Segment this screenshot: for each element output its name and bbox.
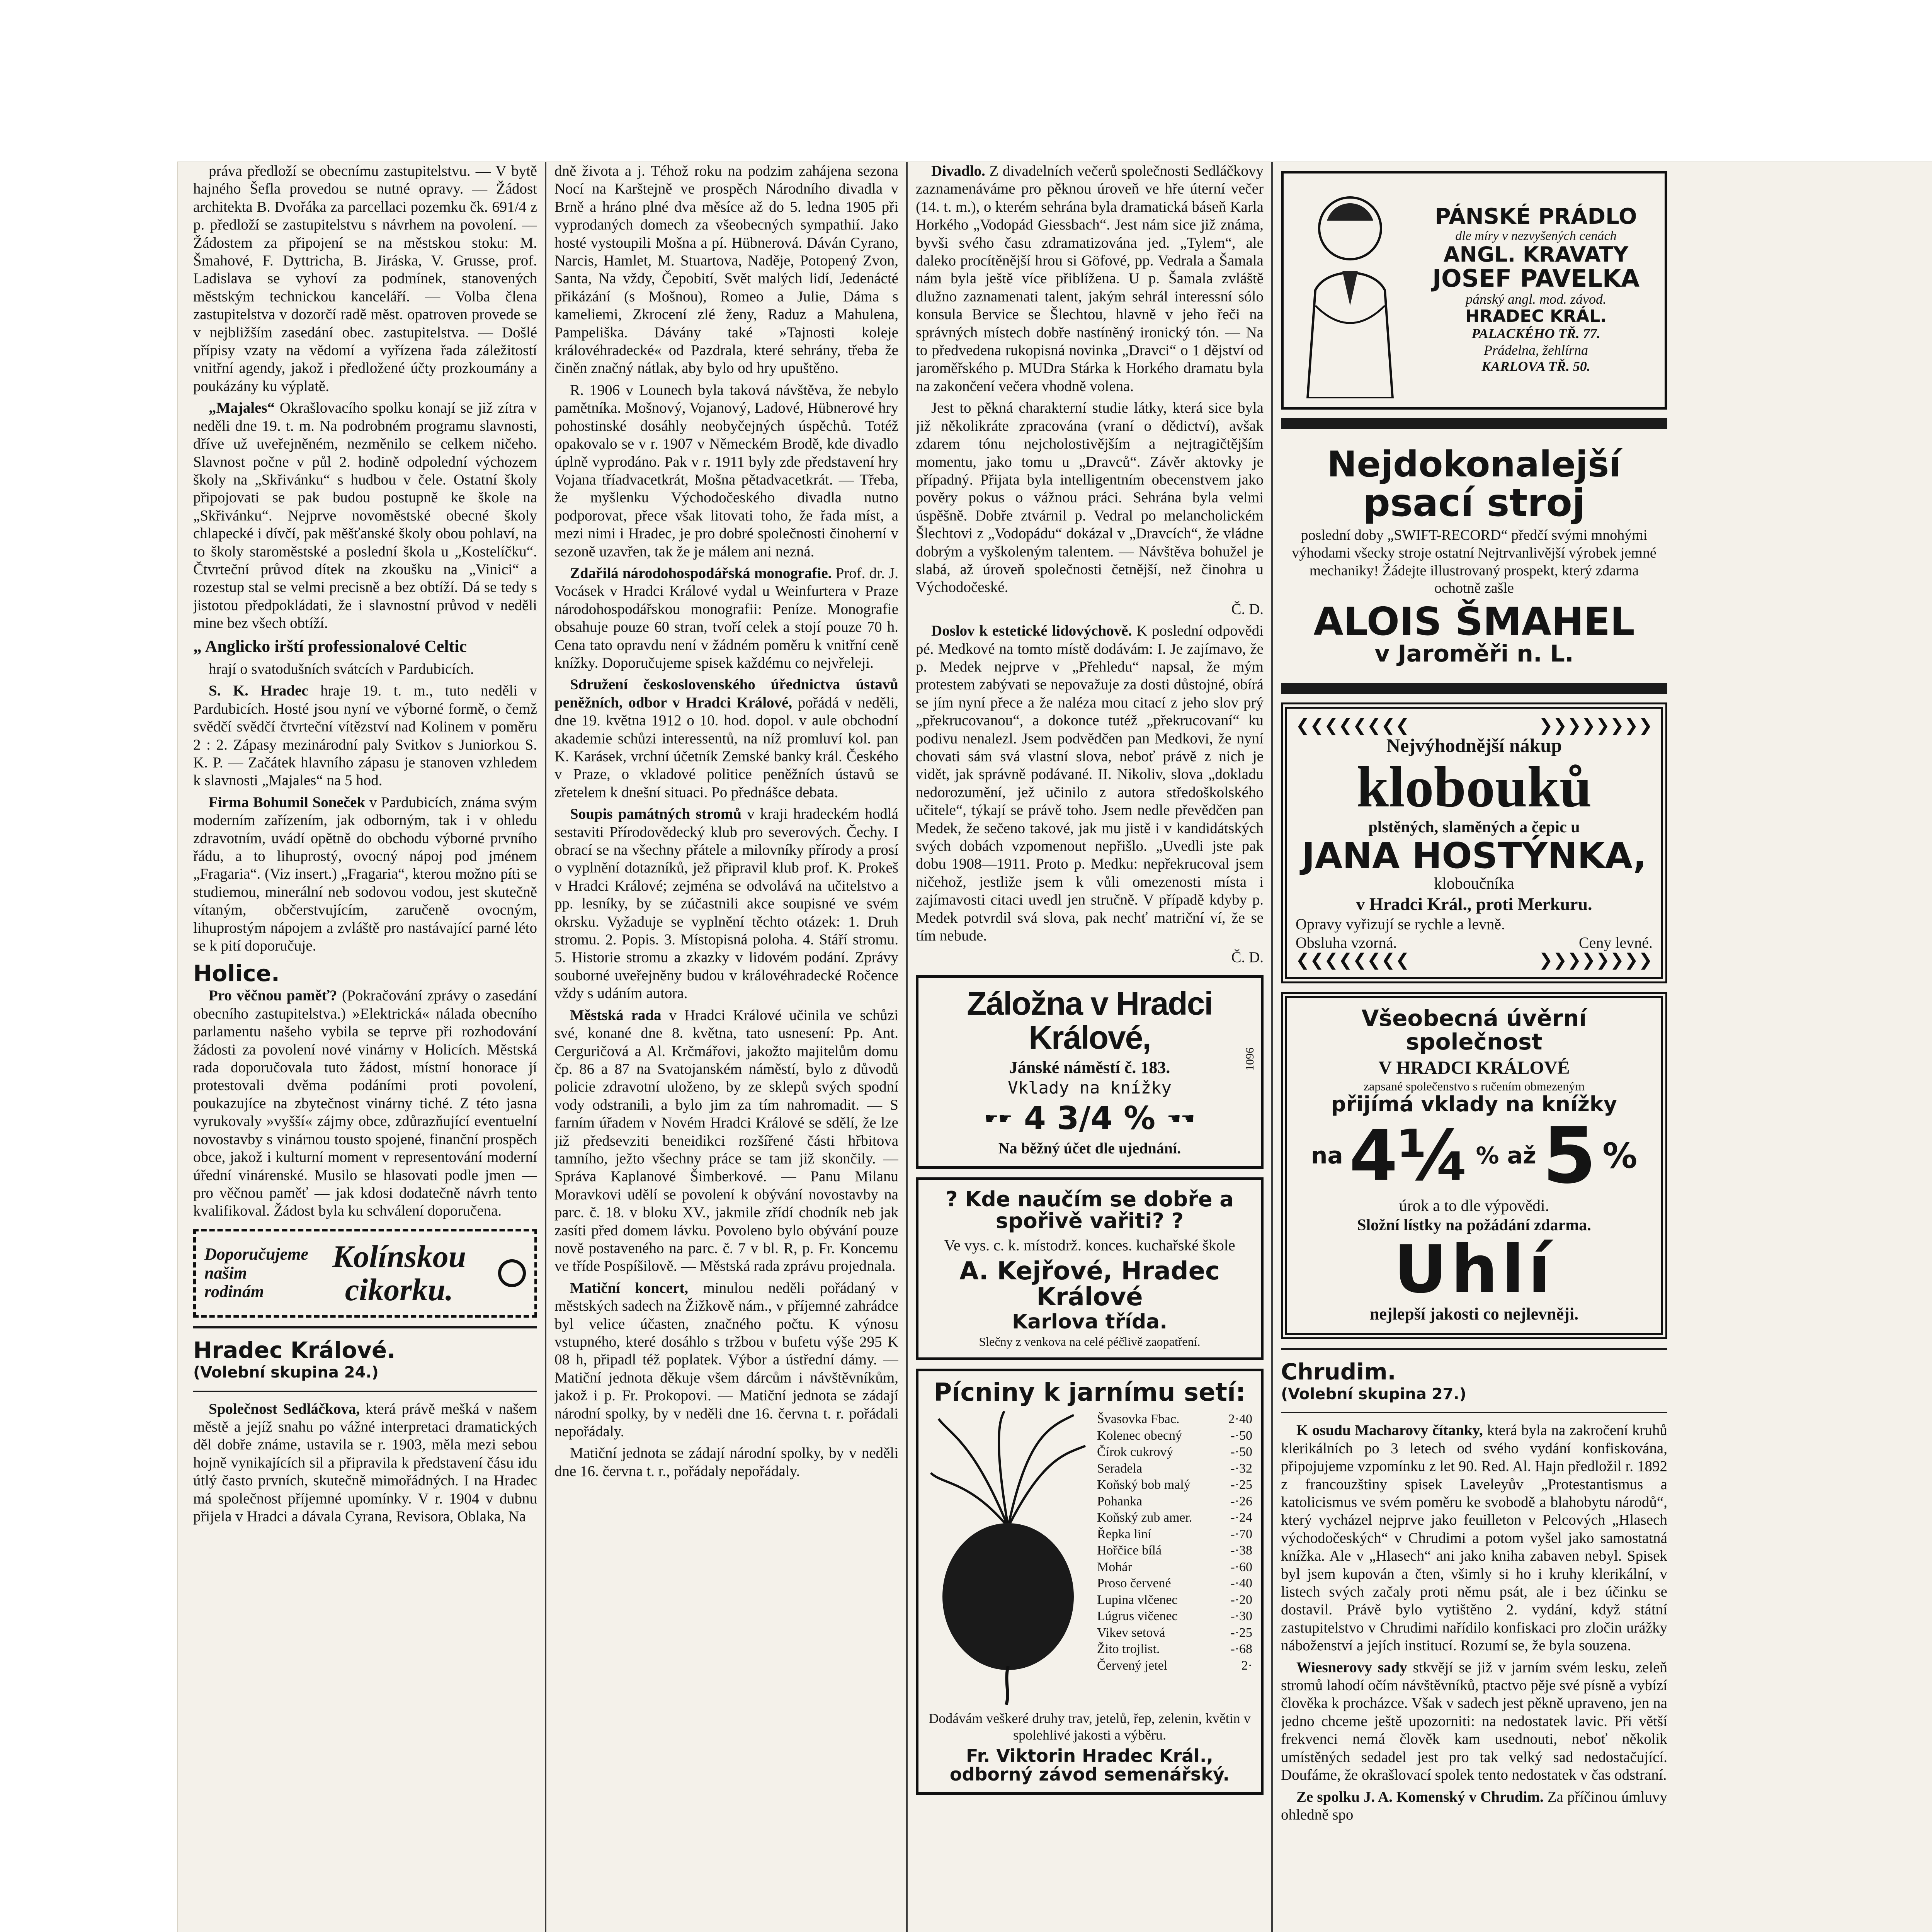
ad-smahel-l2: psací stroj [1363,481,1585,525]
ornament-border: ❮❮❮❮❮❮❮❮ ❯❯❯❯❯❯❯❯ [1296,951,1653,970]
price-item-name: Čírok cukrový [1097,1445,1173,1459]
ad-zalozna-sub: Vklady na knížky [1008,1078,1172,1098]
price-item-name: Pohanka [1097,1494,1143,1509]
article-body: která právě mešká v našem městě a jejíž snahu po vážné interpretaci dramatických děl dobře známe, ustavila se r. 1903, měla mezi sebou hojně vynikajících sil a připravila k představení čásu idu útlý často prvních, skutečně mimořádných. I na Hradec má společnost příjemné upomínky. V r. 1904 v dubnu přijela v Hradci a dávala Cyrana, Revisora, Oblaka, Na [193,1400,537,1525]
article-headline: Wiesnerovy sady [1296,1659,1407,1676]
article-text [554,1279,898,1441]
ad-uverni-l8: Uhlí [1394,1231,1554,1308]
column-2 [554,162,898,1932]
article-body: Z divadelních večerů společnosti Sedláčkovy zaznamenáváme pro pěknou úroveň ve hře úterní večer (14. t. m.), o kterém sehrána byla dramatická báseň Karla Horkého „Vodopád Giessbach“. Jest nám sice již známa, byvši svého času zdramatizována jed. „Tylem“, ale daleko procítěnější hrou si Göfové, pp. Vedrala a Šamala nám byla ještě více přiblížena. U p. Šamala zvláště dlužno zaznamenati talent, jakým sehrál interessní sólo konsula Bervice se Šlechtou, hlavně v jeho řeči na správných místech dobře nastíněný ironický tón. — Na to předvedena rukopisná novinka „Dravci“ o 1 dějství od jaroměřského p. MUDra Stárka k Horkého dramatu byla na zakončení večera vhodně volena. [916,163,1264,395]
section-title-holice: Holice. [193,960,280,987]
article-text: práva předloží se obecnímu zastupitelstvu. — V bytě hajného Šefla provedou se nutné opravy. — Žádost architekta B. Dvořáka za parcellaci pozemku čk. 691/4 z p. předloží se zastupitelstvu s návrhem na povolení. — Žádostem za připojení se na městskou stoku: M. Šmahové, F. Dyttricha, B. Jiráska, V. Grusse, prof. Ladislava se vyhoví za podmínek, stanovených městským technickou kanceláří. — Volba člena zastupitelstva v dozorčí radě měst. opatroven provede se v nejbližším zasedání obec. zastupitelstva. — Došlé přípisy vzaty na vědomí a vyřízena řada záležitostí vnitřní agendy, jakož i předložené účty prozkoumány a poukázány ku výplatě. [193,163,537,395]
ad-smahel-l1: Nejdokonalejší [1327,444,1621,485]
ad-kejrova-foot: Slečny z venkova na celé péčlivě zaopatření. [979,1334,1201,1349]
ad-kejrova-street: Karlova třída. [1012,1310,1168,1333]
ad-uverni [1281,992,1667,1339]
price-item-name: Mohár [1097,1560,1132,1574]
ad-zalozna-rate-row [927,1102,1252,1135]
ornament-border: ❮❮❮❮❮❮❮❮ ❯❯❯❯❯❯❯❯ [1296,716,1653,735]
column-3 [916,162,1264,1932]
article-body: v Pardubicích, známa svým moderním zařízením, jak odborným, tak i v ohledu zdravotním, uvádí opětně do obchodu výborné prvního řádu, a to lihuprostý, ovocný nápoj pod jménem „Fragaria“. (Viz insert.) „Fragaria“, kterou možno píti se studiemou, minerální neb sodovou vodou, jest skutečně vítaným, občerstvujícím, zaručeně ovocným, lihuprostým nápojem a zvláště pro nastávající parné léto se k pití doporučuje. [193,794,537,954]
price-row [1097,1592,1252,1609]
article-body: Za příčinou úmluvy ohledně spo [1281,1788,1667,1823]
ad-zalozna-rate: 4 3/4 % [1024,1100,1156,1137]
section-subtitle: (Volební skupina 24.) [193,1363,379,1381]
price-row [1097,1641,1252,1658]
ad-hostynek-l3: plstěných, slaměných a čepic u [1368,818,1580,836]
price-item-value: -·50 [1230,1428,1252,1443]
divider [1281,1348,1667,1350]
article-body: stkvějí se již v jarním svém lesku, zeleň stromů lahodí očím návštěvníků, ptactvo pěje své písně a vybízí člověka k procházce. Však v sadech jest pěkně upraveno, jen na jedno chceme ještě upozorniti: na nedostatek lavic. Při větší frekvenci nemá člověk kam usednouti, neboť několik umístěných sedadel jest pro tak velký sad nedostačující. Doufáme, že okrašlovací spolek tento nedostatek v čas odstraní. [1281,1659,1667,1784]
ad-pavelka-l5: pánský angl. mod. závod. [1466,291,1606,307]
article-text [193,399,537,632]
ad-hostynek-l7: Opravy vyřizují se rychle a levně. [1296,915,1505,933]
ad-seeds-title: Pícniny k jarnímu setí: [934,1378,1246,1407]
ad-seeds [916,1369,1264,1795]
article-text [554,1007,898,1276]
ad-pavelka-l3: ANGL. KRAVATY [1443,242,1629,267]
section-title-chrudim: Chrudim. [1281,1358,1396,1385]
ad-pavelka-l6: HRADEC KRÁL. [1465,306,1607,326]
ad-zalozna-foot: Na běžný účet dle ujednání. [998,1139,1181,1157]
column-rule [545,162,546,1932]
price-item-value: -·20 [1230,1592,1252,1607]
price-item-value: -·40 [1230,1576,1252,1591]
ad-hostynek-l5: kloboučníka [1434,875,1514,893]
ad-pavelka-l1: PÁNSKÉ PRÁDLO [1435,204,1637,229]
divider [1281,1412,1667,1413]
price-row [1097,1625,1252,1641]
price-item-value: -·24 [1230,1510,1252,1525]
article-headline: Doslov k estetické lidovýchově. [931,622,1132,639]
ad-uverni-l2: V HRADCI KRÁLOVÉ [1378,1058,1570,1078]
price-item-name: Žito trojlist. [1097,1642,1160,1656]
man-portrait-illustration [1292,182,1408,398]
price-row [1097,1461,1252,1477]
article-body: která byla na zakročení kruhů klerikálních po 3 letech od svého vydání konfiskována, připojujeme vzpomínku z let 90. Red. Al. Hajn předložil r. 1892 z francouzštiny spisek Laveleyův „Protestantismus a katolicismus ve svém poměru ke svobodě a blahobytu národů“, který vycházel nejprve jako feuilleton v Pelcových „Hlasech východočeských“ v Chrudimi a potom vyšel jako samostatná knížka. Ale v „Hlasech“ ani jako kniha zabaven nebyl. Spisek byl jsem kupován a čten, všimly si ho i kruhy klerikální, v listech svých začaly proti němu psát, ale i bez účinku se dostavil. Právě bylo vytištěno 2. vydání, když státní zastupitelstvo v Chrudimi nařídilo konfiskaci pro zločin urážky náboženství a jejích institucí. Rozumí se, že byla souzena. [1281,1422,1667,1654]
ad-hostynek-l4: JANA HOSTÝNKA, [1301,835,1647,876]
article-headline: K osudu Macharovy čítanky, [1296,1422,1483,1439]
ad-kejrova-school: Ve vys. c. k. místodrž. konces. kuchařské škole [944,1236,1235,1254]
price-row [1097,1575,1252,1592]
beet-illustration [927,1411,1089,1705]
column-4 [1281,162,1667,1932]
article-text [193,682,537,789]
article-headline: Divadlo. [931,163,985,179]
price-item-value: -·26 [1230,1494,1252,1509]
article-headline: Matiční koncert, [570,1279,689,1296]
article-headline: Zdařilá národohospodářská monografie. [570,565,832,582]
article-text: hrají o svatodušních svátcích v Pardubicích. [209,660,474,677]
ad-chicory-right: Kolínskou cikorku. [332,1238,466,1307]
divider [1281,418,1667,429]
article-headline: Soupis památných stromů [570,806,742,823]
newspaper-page [178,162,1932,1932]
price-item-name: Lupina vlčenec [1097,1592,1178,1607]
price-item-name: Koňský zub amer. [1097,1510,1192,1525]
column-rule [1271,162,1273,1932]
price-row [1097,1543,1252,1559]
article-text [193,794,537,955]
article-text [1281,1422,1667,1655]
article-body: (Pokračování zprávy o zasedání obecního zastupitelstva.) »Elektrická« nálada obecního parlamentu našeho vybila se teprve při rozhodování žádosti za povolení nové vinárny v Holicích. Městská rada doporučovala tuto žádost, místní honorace jí protestovali dvěma podáními proti povolení, poukazujíce na zbytečnost vinárny tiché. Z této jasna vyrukovaly »vyšší« zájmy obce, zdůrazňující eventuelní novostavby s vinárnou tousto spojené, finanční prospěch obce, jakož i kulturní moment v representování moderní úřední vinárenské. Musilo se hlasovati podle jmen — pro věčnou paměť — jak kdosi dodatečně návrh tento kvalifikoval. Žádost byla ku schválení doporučena. [193,987,537,1219]
ad-chicory [193,1229,537,1318]
price-item-value: -·70 [1230,1527,1252,1541]
article-headline: Sdružení československého úřednictva ústavů peněžních, odbor v Hradci Králové, [554,676,898,711]
ad-pavelka-l8: Prádelna, žehlírna [1484,342,1588,358]
price-item-value: -·25 [1230,1478,1252,1492]
ad-pavelka-text [1416,206,1656,375]
article-text [1281,1788,1667,1824]
price-row [1097,1526,1252,1543]
ad-chicory-left: Doporučujeme našim rodinám [204,1245,308,1301]
ad-seeds-foot2: Fr. Viktorin Hradec Král., odborný závod semenářský. [949,1745,1230,1785]
article-text: dně života a j. Téhož roku na podzim zahájena sezona Nocí na Karštejně ve prospěch Národního divadla v Brně a hráno plné dva měsíce až do 5. ledna 1905 při vyprodaných domech za všeobecných sympathií. Jako hosté vystoupili Mošna a pí. Hübnerová. Dáván Cyrano, Narcis, Hamlet, M. Stuartova, Naděje, Potopený Zvon, Santa, Na vždy, Čepobití, Svět malých lidí, Jedenácté přikázání (s Mošnou), Romeo a Julie, Dáma s kameliemi, Zkrocení zlé ženy, Raduz a Mahulena, Pampeliška. Dávány také »Tajnosti koleje královéhradecké« od Pazdrala, které sehrány, třeba že činěn značný nátlak, aby bylo od hry upuštěno. [554,163,898,377]
article-body: Prof. dr. J. Vocásek v Hradci Králové vydal u Weinfurtera v Praze národohospodářskou monografii: Peníze. Monografie obsahuje pouze 60 stran, tvoří celek a stojí pouze 70 h. Cena tato opravdu není v žádném poměru k vnitřní ceně knížky. Doporučujeme spisek každému co nejvřeleji. [554,565,898,671]
price-item-value: -·50 [1230,1445,1252,1459]
ad-uverni-l7: Složní lístky na požádání zdarma. [1357,1216,1591,1234]
circle-bullet-icon [498,1259,526,1287]
ad-uverni-l5e: % [1602,1135,1638,1176]
price-row [1097,1411,1252,1428]
article-headline: Firma Bohumil Soneček [209,794,366,811]
ad-hostynek-foot2 [1296,934,1653,952]
ad-uverni-l1: Všeobecná úvěrní společnost [1361,1005,1587,1055]
article-text: Matiční jednota se zádají národní spolky, by v neděli dne 16. června t. r., pořádaly nepořádaly. [554,1445,898,1480]
price-row [1097,1559,1252,1576]
article-body: v kraji hradeckém hodlá sestaviti Přírodovědecký klub pro severových. Čechy. I obrací se na všechny přátele a milovníky přírody a prosí o vyplnění dotazníků, jež připravil klub prof. K. Prokeš v Hradci Králové; zejména se odvolává na učitelstvo a pp. lesníky, by se zúčastnili akce soupisné ve svém okrsku. Vyžaduje se vyplnění těchto otázek: 1. Druh stromu. 2. Popis. 3. Místopisná poloha. 4. Stáří stromu. 5. Historie stromu a zkazky v lidovém podání. Zprávy souborné uveřejněny budou v královéhradecké Ročence vždy s udáním autora. [554,806,898,1002]
article-headline: S. K. Hradec [209,682,308,699]
ad-uverni-l6: úrok a to dle výpovědi. [1399,1197,1549,1215]
price-item-name: Kolenec obecný [1097,1428,1182,1443]
article-text [1281,1659,1667,1784]
column-rule [906,162,908,1932]
price-item-name: Seradela [1097,1461,1143,1476]
price-item-name: Proso červené [1097,1576,1171,1591]
ad-uverni-l5c: % až [1476,1142,1536,1170]
ad-hostynek-l8: Obsluha vzorná. [1296,934,1397,951]
arrow-right-icon: ☛☛ [985,1110,1012,1128]
article-headline: Městská rada [570,1007,662,1024]
article-text: Jest to pěkná charakterní studie látky, která sice byla již několikráte zpracována (vraní o dědictví), avšak zdarem tónu nejcholostivějším a nejtragičtějším momentu, jako tomu u „Dravců“. Závěr aktovky je případný. Přijata byla intelligentním obecenstvem jako pověry pokus o vážnou práci. Sehrána byla velmi úspěšně. Dobře ztvárnil p. Vedral po melancholickém Šlechtovi z „Vodopádu“ dokázal v „Dravcích“, že vládne dobrým a vyškoleným talentem. — Návštěva bohužel je slabá, až úroveň společnosti četnější, než činohra u Východočeské. [916,400,1264,596]
ad-seeds-body [927,1411,1252,1705]
price-item-value: -·32 [1230,1461,1252,1476]
ad-smahel [1281,437,1667,675]
column-1 [193,162,537,1932]
ad-zalozna-number: 1096 [1243,1047,1257,1071]
signature: Č. D. [1231,600,1264,617]
price-item-value: -·30 [1230,1609,1252,1624]
price-item-value: -·68 [1230,1642,1252,1656]
article-headline: „ Anglicko irští professionalové Celtic [193,636,467,656]
ad-uverni-l4: přijímá vklady na knížky [1331,1092,1617,1117]
article-text [916,162,1264,395]
ad-hostynek-l6: v Hradci Král., proti Merkuru. [1356,894,1592,914]
ad-pavelka [1281,171,1667,410]
section-subtitle: (Volební skupina 27.) [1281,1385,1466,1403]
divider [1281,683,1667,694]
article-text: R. 1906 v Lounech byla taková návštěva, že nebylo pamětníka. Mošnový, Vojanový, Ladové, Hübnerové hry pohostinské dosáhly neobyčejných úspěchů. Totéž opakovalo se v r. 1907 v Německém Brodě, kde divadlo úplně vyprodáno. Pak v r. 1911 byly zde představení hry Vojana tříadvacetkrát, Mošna pětadvacetkrát. — Třeba, že myšlenku Východočeského divadla nutno podporovat, přece však litovati toho, že řada míst, a mezi nimi i Hradec, je pro dobré společnosti činoherní v sezoně uzavřen, tak že je málem ani nezná. [554,381,898,560]
price-item-value: -·60 [1230,1560,1252,1574]
ad-smahel-l5: v Jaroměři n. L. [1374,640,1574,667]
ad-hostynek-l2: klobouků [1356,755,1592,820]
article-text [916,622,1264,945]
article-text [193,987,537,1220]
article-headline: Pro věčnou paměť? [209,987,337,1004]
ad-smahel-l3: poslední doby „SWIFT-RECORD“ předčí svými mnohými výhodami všecky stroje ostatní Nejtrvanlivější výrobek jemné mechaniky! Žádejte illustrovaný prospekt, který zdarma ochotně zašle [1292,527,1656,597]
price-item-value: 2· [1241,1658,1252,1673]
ad-kejrova-name: A. Kejřové, Hradec Králové [959,1257,1220,1311]
price-row [1097,1658,1252,1674]
price-item-name: Hořčice bílá [1097,1543,1162,1558]
ad-uverni-l5a: na [1311,1142,1343,1170]
ad-uverni-l9: nejlepší jakosti co nejlevněji. [1369,1304,1579,1324]
ad-hostynek-foot [1296,915,1653,934]
ad-zalozna [916,975,1264,1169]
article-text [193,1400,537,1526]
article-headline: „Majales“ [209,400,275,417]
price-row [1097,1608,1252,1625]
price-item-value: -·25 [1230,1625,1252,1640]
ad-zalozna-title: Záložna v Hradci Králové, [967,985,1213,1056]
ad-kejrova-question: ? Kde naučím se dobře a spořivě vařiti? ? [946,1187,1234,1233]
ad-hostynek [1281,702,1667,983]
article-body: pořádá v neděli, dne 19. května 1912 o 10. hod. dopol. v aule obchodní akademie schůzi interessentů, na níž promluví kol. pan K. Karásek, vrchní účetník Zemské banky král. Českého v Praze, o vkladové politice peněžních ústavů se zřetelem k dnešní situaci. Po přednášce debata. [554,694,898,801]
ad-hostynek-l9: Ceny levné. [1578,934,1653,951]
price-item-name: Vikev setová [1097,1625,1165,1640]
divider [193,1391,537,1392]
price-item-name: Koňský bob malý [1097,1478,1190,1492]
price-row [1097,1493,1252,1510]
ad-pavelka-l4: JOSEF PAVELKA [1432,264,1640,293]
ad-zalozna-address: Jánské náměstí č. 183. [1009,1058,1170,1077]
ad-uverni-l5d: 5 [1542,1111,1597,1201]
ad-pavelka-l9: KARLOVA TŘ. 50. [1481,359,1590,374]
ad-uverni-l3: zapsané společenstvo s ručením obmezeným [1363,1079,1585,1094]
ad-uverni-rate-row [1296,1111,1653,1201]
price-row [1097,1477,1252,1493]
article-headline: Společnost Sedláčkova, [209,1400,360,1417]
arrow-left-icon: ☚☚ [1167,1110,1195,1128]
article-headline: Ze spolku J. A. Komenský v Chrudim. [1296,1788,1544,1805]
price-item-name: Řepka liní [1097,1527,1151,1541]
ad-smahel-l4: ALOIS ŠMAHEL [1313,599,1635,644]
price-row [1097,1510,1252,1526]
ad-uverni-l5b: 4¼ [1349,1116,1470,1197]
article-body: hraje 19. t. m., tuto neděli v Pardubicích. Hosté jsou nyní ve výborné formě, o čemž svědčí svědčí čtvrteční vítězství nad Kolinem v poměru 2 : 2. Zápasy mezinárodní paly Svitkov s Juniorkou S. K. P. — Začátek hlavního zápasu je stanoven vzhledem k slavnosti „Majales“ na 5 hod. [193,682,537,789]
ad-pavelka-l2: dle míry v nezvyšených cenách [1455,228,1617,243]
article-body: K poslední odpovědi pé. Medkové na tomto místě dodávám: I. Je zajímavo, že p. Medek nejprve v „Přehledu“ napsal, že mým protestem zabývati se nepovažuje za dosti důstojné, obírá se jím nyní přece a že naléza mou citací z jeho slov prý „překrucovanou“, a dokonce tutéž „překrucovaní“ ku podivu nenalezl. Jsem podvědčen pan Medkovi, že nyní chovati sám svá vlastní slova, neboť právě z nich je vidět, jak správně podávané. II. Nikoliv, slova „dokladu nedorozumění, jež učinilo z autora středoškolského učitele“, týkají se právě toho. Jsem nedle převědčen pan Medek, že sečeno takové, jak mu jistě i v kandidátských svých dobách vzpomenout nepřišlo. „Uvedli jste pak dobu 1908—1911. Proto p. Medku: nepřekrucoval jsem ničehož, jestliže jsem k vůli omezenosti místa i zajímavosti citaci uvedl jen stručně. V případě kdyby p. Medek potvrdil svá slova, pak nechť matriční ví, že se tím nebude. [916,622,1264,944]
price-item-value: -·38 [1230,1543,1252,1558]
price-row [1097,1428,1252,1444]
price-item-value: 2·40 [1228,1412,1252,1427]
price-item-name: Lúgrus vičenec [1097,1609,1178,1624]
ad-pavelka-l7: PALACKÉHO TŘ. 77. [1471,325,1600,341]
article-body: v Hradci Králové učinila ve schůzi své, konané dne 8. května, tato usnesení: Pp. Ant. Cerguričová a Al. Krčmářovi, jakožto majitelům domu čp. 86 a 87 na Svatojanském náměstí, bylo z důvodů policie zdravotní uloženo, by ze sklepů svých spodní vody odstranili, a bylo jim za tím nahromadit. — S farním úřadem v Novém Hradci Králové se sdělí, že lze již předsevziti beneidikci rozšířené části hřbitova tamního, ježto všechny práce se tam již skončily. — Správa Kaplanové Šimberkové. — Panu Milanu Moravkovi udělí se povolení k obývání novostavby na parc. č. 18. v bloku XV., jakmile zřídí chodník neb jak zasíti před domem lávku. Povoleno bylo obývání pouze nově postaveného na parc. č. 7 v bl. R, p. Fr. Koncemu ve tříde Pospíšilově. — Městská rada zprávu projednala. [554,1007,898,1275]
article-text [554,565,898,672]
ad-seeds-foot1: Dodávám veškeré druhy trav, jetelů, řep, zelenin, květin v spolehlivé jakosti a výběru. [929,1711,1251,1743]
ad-hostynek-l1: Nejvýhodnější nákup [1386,734,1562,756]
signature: Č. D. [1231,949,1264,966]
price-row [1097,1444,1252,1461]
ad-seeds-price-list [1097,1411,1252,1705]
article-text [554,676,898,801]
price-item-name: Červený jetel [1097,1658,1168,1673]
price-item-name: Švasovka Fbac. [1097,1412,1180,1427]
ad-kejrova [916,1177,1264,1360]
article-text [554,805,898,1002]
divider [193,1326,537,1328]
article-body: Okrašlovacího spolku konají se již zítra v neděli dne 19. t. m. Na podrobném programu slavnosti, dříve už uveřejněném, nezměnilo se celkem ničeho. Slavnost počne v půl 2. hodině odpolední výchozem školy na „Skřivánku“ s hudbou v čele. Ostatní školy připojovati se pak budou postupně ke škole na „Skřivánku“. Nejprve novoměstské obecné školy chlapecké i dívčí, pak měšťanské školy obou pohlaví, na to školy staroměstské a poslední škola u „Kostelíčku“. Čtvrteční průvod dítek na zkoušku na „Vinici“ a rozestup stal se velmi precisně a bez obtíží. Dá se tedy s jistotou předpokládati, že i slavnostní průvod v neděli mine bez všech obtíží. [193,400,537,632]
section-title-hradec: Hradec Králové. [193,1337,396,1363]
article-body: minulou neděli pořádaný v městských sadech na Žižkově nám., v příjemné zahrádce byl velice účasten, značného počtu. K výnosu vstupného, které dosáhlo s tržbou v bufetu výše 295 K 08 h, připadl též poplatek. Výbor a ústřední dámy. — Matiční jednota děkuje všem dárcům i návštěvníkům, jakož i p. Fr. Prokopovi. — Matiční jednota se zádají národní spolky, by v neděli dne 16. června t. r. pořádali nepořádaly. [554,1279,898,1440]
